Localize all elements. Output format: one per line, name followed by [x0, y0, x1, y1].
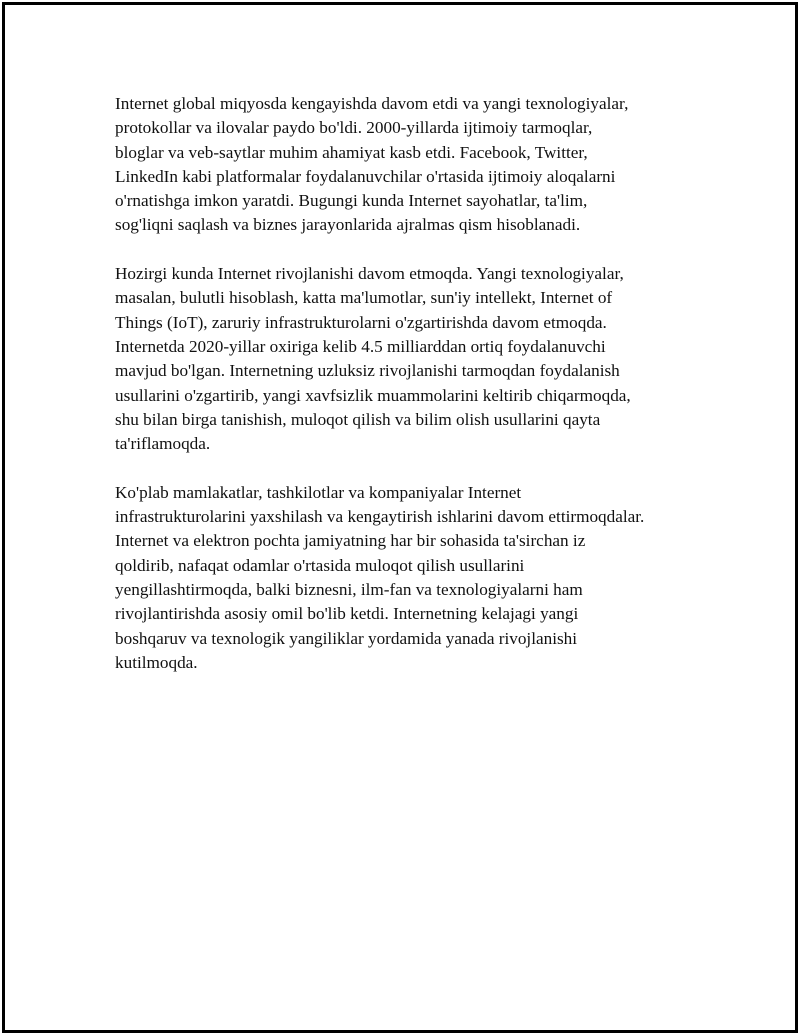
text-line: boshqaruv va texnologik yangiliklar yordamida yanada rivojlanishi [115, 628, 578, 648]
text-line: mavjud bo'lgan. Internetning uzluksiz rivojlanishi tarmoqdan foydalanish [115, 361, 620, 381]
paragraph-1 [115, 92, 695, 238]
text-line: qoldirib, nafaqat odamlar o'rtasida muloqot qilish usullarini [115, 555, 525, 575]
text-line: Internetda 2020-yillar oxiriga kelib 4.5 milliarddan ortiq foydalanuvchi [115, 336, 606, 356]
text-line: infrastrukturolarini yaxshilash va kengaytirish ishlarini davom ettirmoqdalar. [115, 507, 645, 527]
text-line: rivojlantirishda asosiy omil bo'lib ketdi. Internetning kelajagi yangi [115, 604, 579, 624]
text-line: Internet global miqyosda kengayishda davom etdi va yangi texnologiyalar, [115, 94, 629, 113]
text-line: ta'riflamoqda. [115, 434, 211, 454]
paragraph-2 [115, 262, 695, 456]
text-line: protokollar va ilovalar paydo bo'ldi. 2000-yillarda ijtimoiy tarmoqlar, [115, 118, 593, 138]
text-line: sog'liqni saqlash va biznes jarayonlarida ajralmas qism hisoblanadi. [115, 215, 581, 235]
text-line: shu bilan birga tanishish, muloqot qilish va bilim olish usullarini qayta [115, 409, 601, 429]
document-body [115, 92, 695, 699]
text-line: usullarini o'zgartirib, yangi xavfsizlik muammolarini keltirib chiqarmoqda, [115, 385, 631, 405]
text-line: Internet va elektron pochta jamiyatning har bir sohasida ta'sirchan iz [115, 531, 586, 551]
text-line: Things (IoT), zaruriy infrastrukturolarni o'zgartirishda davom etmoqda. [115, 312, 607, 332]
text-line: o'rnatishga imkon yaratdi. Bugungi kunda Internet sayohatlar, ta'lim, [115, 191, 588, 211]
text-line: Hozirgi kunda Internet rivojlanishi davom etmoqda. Yangi texnologiyalar, [115, 264, 624, 284]
text-line: kutilmoqda. [115, 652, 198, 672]
text-line: bloglar va veb-saytlar muhim ahamiyat kasb etdi. Facebook, Twitter, [115, 142, 588, 162]
text-line: masalan, bulutli hisoblash, katta ma'lumotlar, sun'iy intellekt, Internet of [115, 288, 613, 308]
text-line: LinkedIn kabi platformalar foydalanuvchilar o'rtasida ijtimoiy aloqalarni [115, 166, 616, 186]
text-line: yengillashtirmoqda, balki biznesni, ilm-fan va texnologiyalarni ham [115, 579, 583, 599]
paragraph-3 [115, 481, 695, 675]
text-line: Ko'plab mamlakatlar, tashkilotlar va kompaniyalar Internet [115, 482, 522, 502]
